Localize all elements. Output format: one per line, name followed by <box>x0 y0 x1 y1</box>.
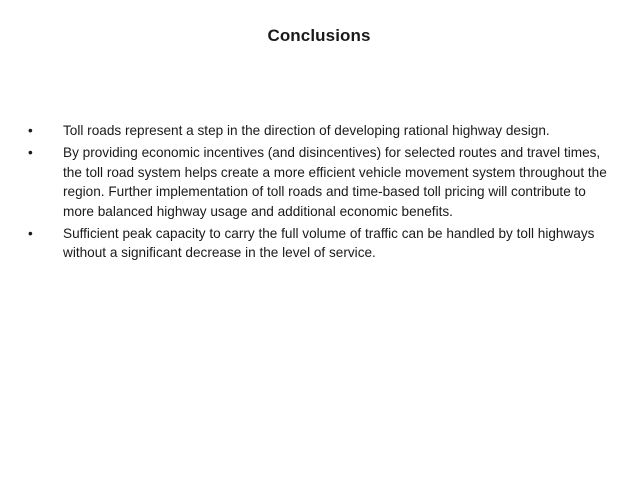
bullet-text: Sufficient peak capacity to carry the full volume of traffic can be handled by toll highways without a significant decrease in the level of service. <box>63 226 595 261</box>
bullet-list <box>28 121 608 266</box>
bullet-text: Toll roads represent a step in the direction of developing rational highway design. <box>63 123 550 138</box>
bullet-icon: • <box>28 123 33 138</box>
bullet-icon: • <box>28 226 33 242</box>
bullet-icon: • <box>28 145 33 161</box>
slide-title: Conclusions <box>267 26 371 45</box>
bullet-item <box>28 121 608 140</box>
bullet-item <box>28 143 608 221</box>
bullet-item <box>28 224 608 263</box>
bullet-text: By providing economic incentives (and disincentives) for selected routes and travel times, the toll road system helps create a more efficient vehicle movement system throughout the region. Further implementation of toll roads and time-based toll pricing will contribute to more balanced highway usage and additional economic benefits. <box>63 145 607 219</box>
